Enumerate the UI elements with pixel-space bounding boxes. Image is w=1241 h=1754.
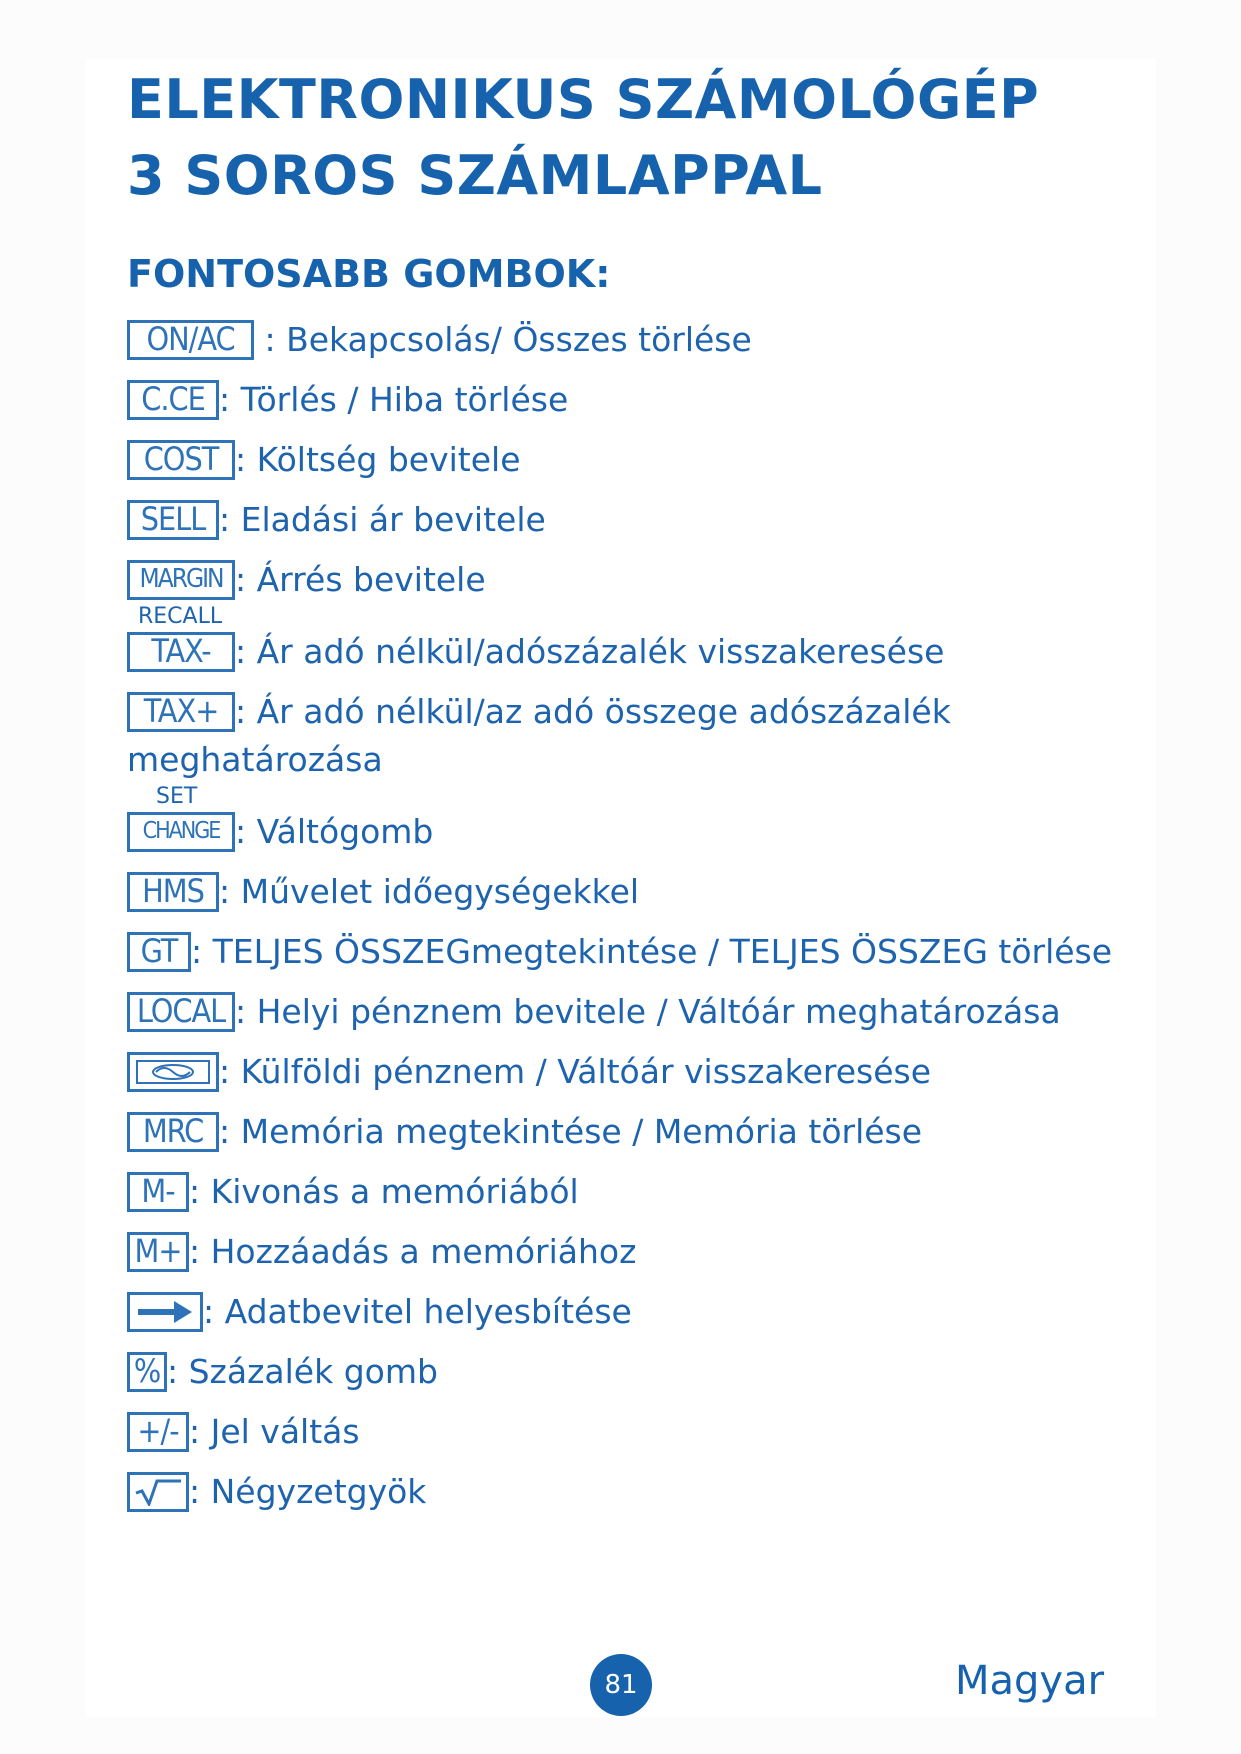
key-row-margin <box>127 560 486 600</box>
tax-minus-key: TAX- <box>127 632 235 672</box>
title-line-2: 3 SOROS SZÁMLAPPAL <box>127 144 823 207</box>
key-row-gt <box>127 932 1112 972</box>
key-row-cost <box>127 440 521 480</box>
cost-key: COST <box>127 440 235 480</box>
key-description: : Hozzáadás a memóriához <box>189 1232 637 1271</box>
key-description: : Memória megtekintése / Memória törlése <box>219 1112 923 1151</box>
recall-label: RECALL <box>138 604 223 629</box>
key-row-change <box>127 812 433 852</box>
key-row-mrc <box>127 1112 922 1152</box>
change-key: CHANGE <box>127 812 235 852</box>
language-label: Magyar <box>955 1658 1105 1704</box>
key-row-sell <box>127 500 546 540</box>
key-description: : Ár adó nélkül/adószázalék visszakeresése <box>235 632 945 671</box>
key-description: : Bekapcsolás/ Összes törlése <box>254 320 752 359</box>
page-title <box>127 62 1039 214</box>
key-row-c-ce <box>127 380 568 420</box>
key-row-tax-minus <box>127 632 944 672</box>
key-description: : Külföldi pénznem / Váltóár visszakeresése <box>219 1052 932 1091</box>
key-row-tax-plus <box>127 692 951 732</box>
key-description: : Törlés / Hiba törlése <box>219 380 569 419</box>
key-description: : Árrés bevitele <box>235 560 486 599</box>
key-description: : Ár adó nélkül/az adó összege adószázalék <box>235 692 951 731</box>
tax-plus-key: TAX+ <box>127 692 235 732</box>
key-description: : Adatbevitel helyesbítése <box>203 1292 632 1331</box>
margin-key: MARGIN <box>127 560 235 600</box>
c-ce-key: C.CE <box>127 380 219 420</box>
key-description: : Költség bevitele <box>235 440 521 479</box>
key-description: : Kivonás a memóriából <box>189 1172 579 1211</box>
title-line-1: ELEKTRONIKUS SZÁMOLÓGÉP <box>127 68 1040 131</box>
key-description: : Négyzetgyök <box>189 1472 427 1511</box>
key-row-m-plus <box>127 1232 636 1272</box>
arrow-key <box>127 1292 203 1332</box>
page-number: 81 <box>590 1654 652 1716</box>
key-description: : TELJES ÖSSZEGmegtekintése / TELJES ÖSSZEG törlése <box>191 932 1113 971</box>
key-row-local <box>127 992 1061 1032</box>
m-plus-key: M+ <box>127 1232 189 1272</box>
sqrt-key <box>127 1472 189 1512</box>
key-row-percent <box>127 1352 438 1392</box>
key-row-hms <box>127 872 639 912</box>
set-label: SET <box>156 784 198 809</box>
key-description: : Váltógomb <box>235 812 434 851</box>
key-row-sign <box>127 1412 360 1452</box>
on-ac-key: ON/AC <box>127 320 254 360</box>
section-heading: FONTOSABB GOMBOK: <box>127 252 611 296</box>
key-description: : Helyi pénznem bevitele / Váltóár meghatározása <box>235 992 1061 1031</box>
gt-key: GT <box>127 932 191 972</box>
key-row-arrow <box>127 1292 632 1332</box>
key-description-continued: meghatározása <box>127 740 383 779</box>
hms-key: HMS <box>127 872 219 912</box>
arrow-right-icon <box>134 1298 196 1326</box>
key-description: : Eladási ár bevitele <box>219 500 546 539</box>
percent-key: % <box>127 1352 167 1392</box>
m-minus-key: M- <box>127 1172 189 1212</box>
key-description: : Jel váltás <box>189 1412 360 1451</box>
key-row-on-ac <box>127 320 752 360</box>
mrc-key: MRC <box>127 1112 219 1152</box>
key-description: : Művelet időegységekkel <box>219 872 640 911</box>
sign-change-key: +/- <box>127 1412 189 1452</box>
banknote-icon <box>134 1058 212 1086</box>
key-description: : Százalék gomb <box>167 1352 438 1391</box>
key-row-foreign-currency <box>127 1052 931 1092</box>
sell-key: SELL <box>127 500 219 540</box>
square-root-icon <box>133 1478 183 1506</box>
key-row-m-minus <box>127 1172 579 1212</box>
foreign-currency-key <box>127 1052 219 1092</box>
local-key: LOCAL <box>127 992 235 1032</box>
key-row-sqrt <box>127 1472 426 1512</box>
